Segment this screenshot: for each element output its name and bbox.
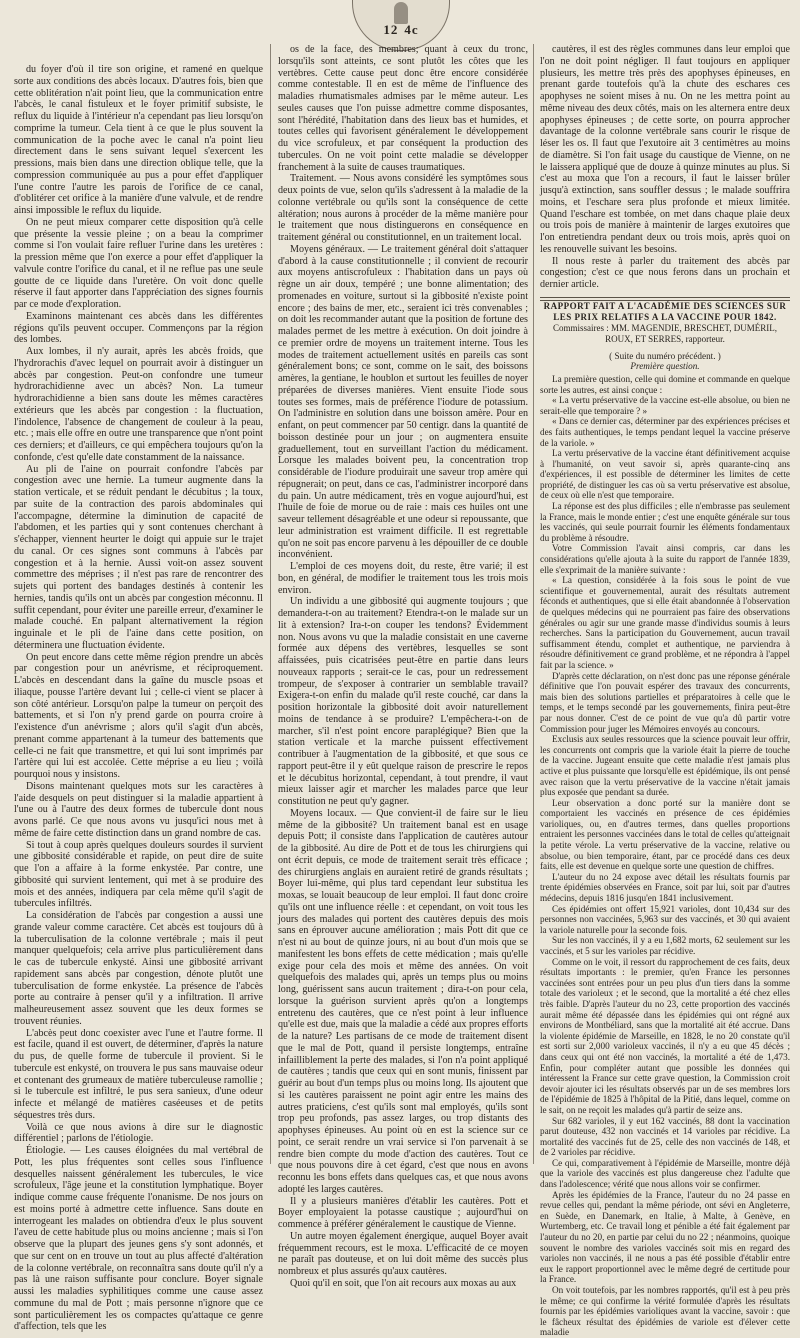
- paragraph: Exclusis aux seules ressources que la science pouvait leur offrir, les concurrents ont compris que la variole était la pierre de touche de la vaccine. Jugeant ensuite que cette maladie n'est jamais plus active et plus puissante que lorsqu'elle est épidémique, ils ont pensé avec raison que la vertu préservative de la vaccine n'était jamais plus exposée que pendant sa durée.: [540, 734, 790, 798]
- paragraph: Disons maintenant quelques mots sur les caractères à l'aide desquels on peut distinguer si la maladie appartient à l'une ou à l'autre des deux formes de tubercule dont nous avons parlé. Ce que nous avons vu jusqu'ici nous met à même de faire cette distinction dans un grand nombre de cas.: [14, 780, 263, 839]
- paragraph: Moyens locaux. — Que convient-il de faire sur le lieu même de la gibbosité? Un traitement banal est en usage depuis Pott; il consiste dans l'application de cautères autour de la gibbosité. Au dire de Pott et de tous les chirurgiens qui ont écrit depuis, ce mode de traitement serait très efficace ; des chirurgiens anglais en auraient retiré de grands résultats ; Boyer lui-même, qui plus tard cependant leur substitua les moxas, se louait beaucoup de leur emploi. Il faut donc croire qu'ils ont une influence réelle : et cependant, on voit tous les jours des malades qui portent des cautères depuis des mois sans en éprouver aucune amélioration ; mais Pott dit que ce n'est ni au bout de quinze jours, ni au bout d'un mois que se manifestent les bons effets de cette médication ; mais qu'elle exige pour cela des mois et même des années. On voit quelquefois des malades qui, après un temps plus ou moins long, guérissent sans aucun traitement ; dira-t-on pour cela, lorsque la guérison survient après qu'on a longtemps entretenu des cautères, que ce n'est point à leur influence qu'elle est due, mais que la maladie a cédé aux propres efforts de la nature? Les partisans de ce mode de traitement disent que le mal de Pott, quand il persiste longtemps, entraîne infailliblement la perte des malades, si l'on n'a point appliqué de cautères ; tandis que ceux qui en sont munis, finissent par guérir au bout d'un temps plus ou moins long. Ils ajoutent que si les cautères paraissent ne point agir entre les mains des autres praticiens, c'est qu'ils sont mal employés, qu'ils sont trop peu profonds, pas assez larges, ou trop distants des apophyses épineuses. Au point où en est la science sur ce point, ce serait rendre un vrai service si l'on parvenait à se rendre bien compte du mode d'action des cautères. Tout ce que nous pouvons dire à cet égard, c'est que nous en avons reconnu les bons effets dans quelques cas, et que nous avons adopté les larges cautères.: [278, 807, 528, 1195]
- paragraph: L'emploi de ces moyens doit, du reste, être varié; il est bon, en général, de modifier le traitement tous les trois mois environ.: [278, 561, 528, 596]
- paragraph: Sur les non vaccinés, il y a eu 1,682 morts, 62 seulement sur les vaccinés, et 5 sur les varioles par récidive.: [540, 935, 790, 956]
- column-2: [278, 44, 528, 1289]
- paragraph: Moyens généraux. — Le traitement général doit s'attaquer d'abord à la cause constitutionnelle ; il convient de recourir aux moyens antiscrofuleux : l'habitation dans un pays où règne un air doux, tempéré ; une bonne alimentation; des promenades en voiture, surtout si la gibbosité n'existe point encore ; des bains de mer, etc., seraient ici très convenables ; on doit les recommander autant que la position de fortune des malades permet de les mettre à exécution. On doit joindre à ce premier ordre de moyens un traitement interne. Tous les modes de traitement actuellement usités en pareils cas sont généralement bons; ce sont, comme on le sait, des boissons amères, la gentiane, le houblon et surtout les feuilles de noyer préparées de diverses manières. Vient ensuite l'iode sous toutes ses formes, mais de préférence l'iodure de potassium. On l'administre en solution dans une boisson amère. Pour en enfant, on peut commencer par 50 centigr. dans la quantité de boisson destinée pour un jour ; on augmentera ensuite graduellement, tout en surveillant l'action du médicament. Lorsque les malades boivent peu, la concentration trop considérable de l'iodure produirait une saveur trop amère qui répugnerait; on peut, dans ce cas, l'administrer incorporé dans du pain. Un autre médicament, très en vogue aujourd'hui, est l'huile de foie de morue ou de raie : mais ces huiles ont une saveur tellement désagréable et une odeur si repoussante, que leur administration est vraiment difficile. Il est regrettable qu'on ne soit pas encore parvenu à les dépouiller de ce double inconvénient.: [278, 243, 528, 561]
- stamp-number: 12: [383, 22, 399, 37]
- paragraph: Un individu a une gibbosité qui augmente toujours ; que demandera-t-on au traitement? Etendra-t-on le malade sur un lit à extension? Ira-t-on couper les tendons? Évidemment non. Nous avons vu que la maladie consistait en une caverne formée aux dépens des vertèbres, lesquelles se sont affaissées, puis cicatrisées peut-être en partie dans leurs nouveaux rapports ; serait-ce le cas, pour un redressement trompeur, de s'exposer à contrarier un semblable travail? Exigera-t-on enfin du malade qu'il reste couché, car dans la position horizontale la gibbosité doit avoir naturellement moins de tendance à se produire? L'empêchera-t-on de marcher, s'il n'est point encore paraplégique? Bien que la station verticale et la marche puissent effectivement contribuer à l'augmentation de la gibbosité, et que sous ce rapport peut-être il y eût quelque raison de prescrire le repos et le décubitus horizontal, cependant, à tout prendre, il vaut mieux laisser agir et marcher les malades parce que leur constitution ne peut qu'y gagner.: [278, 596, 528, 807]
- report-body: [540, 374, 790, 1338]
- stamp-value: [353, 22, 449, 38]
- paragraph: Aux lombes, il n'y aurait, après les abcès froids, que l'hydrorachis d'avec lequel on pourrait avoir à distinguer un abcès par congestion. Peut-on confondre une tumeur hydrorachidienne avec un abcès? Non. La tumeur hydrorachidienne a bien sans doute les mêmes caractères extérieurs que les abcès par congestion : la fluctuation, l'indolence, l'absence de changement de couleur à la peau, etc. ; mais elle offre en outre une transparence que n'ont point ces derniers; et d'ailleurs, ce qui empêchera toujours qu'on la confonde, c'est qu'elle date constamment de la naissance.: [14, 346, 263, 463]
- stamp-figure-icon: [394, 2, 408, 24]
- paragraph: Votre Commission l'avait ainsi compris, car dans les considérations qu'elle ajouta à la suite du rapport de l'année 1839, elle s'exprimait de la manière suivante :: [540, 543, 790, 575]
- column-3-intro: [540, 44, 790, 291]
- paragraph: On voit toutefois, par les nombres rapportés, qu'il est à peu près le même; ce qui confirme la vérité formulée d'après les résultats fournis par les épidémies varioliques avant la vaccine, savoir : que le fâcheux résultat des épidémies de variole est d'élever cette maladie: [540, 1285, 790, 1338]
- paragraph: Ces épidémies ont offert 15,921 varioles, dont 10,434 sur des personnes non vaccinées, 5,963 sur des vaccinés, et 30 qui avaient la variole naturelle pour la seconde fois.: [540, 903, 790, 935]
- question-title: Première question.: [630, 361, 700, 372]
- paragraph: Après les épidémies de la France, l'auteur du no 24 passe en revue celles qui, pendant la même période, ont sévi en Angleterre, en Suède, en Danemark, en Italie, à Malte, à Genève, en Wurtemberg, etc. Ce travail long et pénible a été fait également par l'auteur du no 20, en partie par celui du no 22 ; néanmoins, quoique souvent le nombre des varioles vaccinés soit mis en regard des varioles non vaccinés, il ne nous a pas été possible d'établir entre eux le rapport proportionnel avec le même degré de certitude pour la France.: [540, 1189, 790, 1285]
- paragraph: Il y a plusieurs manières d'établir les cautères. Pott et Boyer employaient la potasse caustique ; aujourd'hui on commence à préférer généralement le caustique de Vienne.: [278, 1195, 528, 1230]
- paragraph: Un autre moyen également énergique, auquel Boyer avait fréquemment recours, est le moxa. L'efficacité de ce moyen ne paraît pas douteuse, et on lui doit même des succès plus nombreux et plus assurés qu'aux cautères.: [278, 1230, 528, 1277]
- paragraph: On peut encore dans cette même région prendre un abcès par congestion pour un anévrisme, et réciproquement. L'abcès en descendant dans la gaîne du muscle psoas et iliaque, pousse l'artère devant lui ; celle-ci vient se placer à son côté antérieur. Lorsqu'on palpe la tumeur on perçoit des battements, et si l'on n'y prend garde on pourra croire à l'existence d'un anévrisme ; alors qu'il s'agit d'un abcès, prenant comme appartenant à la tumeur des battements que celle-ci ne fait que transmettre, et qui lui sont imprimés par l'artère qui lui est accolée. Cette méprise a eu lieu ; voilà pourquoi nous y insistons.: [14, 651, 263, 780]
- paragraph: L'abcès peut donc coexister avec l'une et l'autre forme. Il est facile, quand il est ouvert, de déterminer, d'après la nature du pus, de quelle forme de tubercule il provient. Si le tubercule est enkysté, on trouvera le pus sans mauvaise odeur et contenant des grumeaux de matière tuberculeuse ramollie ; si le tubercule est infiltré, le pus sera sanieux, d'une odeur infecte et mélangé de matières caséeuses et de petits séquestres très durs.: [14, 1027, 263, 1121]
- paragraph: La vertu préservative de la vaccine étant définitivement acquise à l'humanité, on veut savoir si, après quarante-cinq ans d'expériences, il est possible de déterminer les limites de cette propriété, de distinguer les cas où sa vertu préservative est absolue, de ceux où elle n'est que temporaire.: [540, 448, 790, 501]
- paragraph: La première question, celle qui domine et commande en quelque sorte les autres, est ainsi conçue :: [540, 373, 790, 395]
- paragraph: L'auteur du no 24 expose avec détail les résultats fournis par trente épidémies observées en France, soit par lui, soit par d'autres médecins, depuis 1816 jusqu'en 1841 inclusivement.: [540, 871, 790, 904]
- report-commissaires: Commissaires : MM. MAGENDIE, BRESCHET, DUMÉRIL, ROUX, ET SERRES, rapporteur.: [552, 322, 778, 344]
- paragraph: Traitement. — Nous avons considéré les symptômes sous deux points de vue, selon qu'ils s'adressent à la maladie de la colonne vertébrale ou qu'ils sont la conséquence de cette altération; nous aurons à procéder de la même manière pour le traitement que nous distinguerons en conséquence en traitement général ou constitutionnel, en un traitement local.: [278, 173, 528, 243]
- paragraph: Ce qui, comparativement à l'épidémie de Marseille, montre déjà que la variole des vaccinés est plus dangereuse chez l'adulte que dans l'adolescence; vérité que nous allons voir se confirmer.: [540, 1157, 790, 1190]
- column-rule: [533, 44, 534, 1164]
- paragraph: La réponse est des plus difficiles ; elle n'embrasse pas seulement la France, mais le monde entier ; c'est une enquête générale sur tous les vaccinés, qui seule pourrait fournir les éléments fondamentaux du problème à résoudre.: [540, 501, 790, 543]
- paragraph: Voilà ce que nous avions à dire sur le diagnostic différentiel ; parlons de l'étiologie.: [14, 1121, 263, 1145]
- paragraph: Quoi qu'il en soit, que l'on ait recours aux moxas au aux: [290, 1277, 517, 1289]
- paragraph: Au pli de l'aine on pourrait confondre l'abcès par congestion avec une hernie. La tumeur augmente dans la station verticale, et se réduit pendant le décubitus ; la toux, par suite de la contraction des parois abdominales qui l'accompagne, détermine la diminution de capacité de l'abdomen, et les parties qui y sont contenues cherchant à s'échapper, viennent heurter le doigt qui appuie sur le trajet du canal. Or ces signes sont communs à l'abcès par congestion et à la hernie. Aussi voit-on assez souvent commettre des méprises ; il n'est pas rare de rencontrer des sujets qui portent des bandages destinés à contenir les hernies, tandis qu'ils ont un abcès par congestion méconnu. Il suffit cependant, pour éviter une pareille erreur, d'examiner le malade couché. En palpant alternativement la région inguinale et le pli de l'aine dans cette position, on déterminera une fluctuation évidente.: [14, 463, 263, 651]
- paragraph: Examinons maintenant ces abcès dans les différentes régions qu'ils peuvent occuper. Commençons par la région des lombes.: [14, 310, 263, 346]
- paragraph: D'après cette déclaration, on n'est donc pas une réponse générale définitive que l'on pouvait espérer des travaux des concurrents, mais bien des solutions partielles et préparatoires à celle que le temps, et le temps secondé par les gouvernements, finira peut-être par nous donner. C'est de ce point de vue qu'a dû partir votre Commission pour juger les Mémoires envoyés au concours.: [540, 670, 790, 734]
- paragraph: Sur 682 varioles, il y eut 162 vaccinés, 88 dont la vaccination parut douteuse, 432 non vaccinés et 14 varioles par récidive. La mortalité des vaccinés fut de 25, celle des non vaccinés de 148, et de 2 varioles par récidive.: [540, 1115, 790, 1158]
- column-rule: [270, 44, 271, 1164]
- paragraph: « La vertu préservative de la vaccine est-elle absolue, ou bien ne serait-elle que temporaire ? »: [540, 395, 790, 416]
- paragraph: Étiologie. — Les causes éloignées du mal vertébral de Pott, les plus fréquentes sont celles sous l'influence desquelles naissent généralement les tubercules, le vice scrofuleux, l'âge jeune et la constitution lymphatique. Boyer indique comme cause fréquente l'onanisme. De nos jours on est moins porté à admettre cette influence. Sans doute en interrogeant les malades on obtiendra d'eux le plus souvent l'aveu de cette habitude plus ou moins ancienne ; mais si l'on observe que la plupart des jeunes gens s'y sont adonnés, et que sur cent on en trouve un tout au plus affecté d'altération de la colonne vertébrale, on reconnaîtra sans doute qu'il n'y a pas là une raison suffisante pour conclure. Boyer signale aussi les maladies syphilitiques comme une cause assez commune du mal de Pott ; mais personne n'ignore que ce sont particulièrement les os compactes qu'attaque ce genre d'affection, tels que les: [14, 1145, 263, 1333]
- stamp-price: 4c: [404, 22, 419, 37]
- report-title: RAPPORT FAIT A L'ACADÉMIE DES SCIENCES SUR LES PRIX RELATIFS A LA VACCINE POUR 1842.: [543, 300, 787, 322]
- paragraph: Il nous reste à parler du traitement des abcès par congestion; c'est ce que nous ferons dans un prochain et dernier article.: [540, 255, 790, 290]
- report-suite: ( Suite du numéro précédent. ): [609, 350, 721, 361]
- paragraph: La considération de l'abcès par congestion a aussi une grande valeur comme caractère. Cet abcès est toujours dû à la tuberculisation de la colonne vertébrale ; mais il peut manquer quelquefois; cela arrive plus particulièrement dans le cas de tubercule enkysté. Ainsi une gibbosité arrivant rapidement sans abcès par congestion, dénote plutôt une tuberculisation de forme enkystée. La présence de l'abcès porte au contraire à penser qu'il y a infiltration. Il arrive malheureusement assez souvent que les deux formes se trouvent réunies.: [14, 910, 263, 1027]
- column-1: [14, 64, 263, 1333]
- paragraph: « Dans ce dernier cas, déterminer par des expériences précises et des faits authentiques, le temps pendant lequel la vaccine préserve de la variole. »: [540, 416, 790, 448]
- column-3: [540, 44, 790, 1338]
- paragraph: « La question, considérée à la fois sous le point de vue scientifique et gouvernemental, aurait des résultats autrement féconds et authentiques, que si elle était abandonnée à l'observation de quelques médecins qui ne pourraient pas faire des observations générales ou agir sur une grande masse d'individus soumis à leurs recherches. Sans la participation du Gouvernement, aucun travail suffisamment étendu, complet et authentique, ne parviendra à résoudre définitivement ce grand problème, et ne répondra à l'appel fait par la science. »: [540, 575, 790, 670]
- paragraph: On ne peut mieux comparer cette disposition qu'à celle que présente la vessie pleine ; on a beau la comprimer comme si l'on voulait faire refluer l'urine dans les uretères : la pression même que l'on exerce a pour effet d'appliquer la valvule contre l'orifice du canal, et il ne reflue pas une seule goutte de ce liquide dans l'uretère. On voit donc quelle réserve il faut apporter dans l'appréciation des signes fournis par ce mode d'exploration.: [14, 216, 263, 310]
- paragraph: Leur observation a donc porté sur la manière dont se comportaient les vaccinés en présence de ces épidémies varioliques, ou, en d'autres termes, dans quelles proportions entraient les personnes vaccinées dans le total de celles qu'atteignait la petite vérole. La vertu préservative de la vaccine, relative ou absolue, ou bien temporaire, étant, par ce procédé dans ces deux faits, elle est devenue en quelque sorte une question de chiffres.: [540, 797, 790, 872]
- paragraph: Comme on le voit, il ressort du rapprochement de ces faits, deux résultats importants : le premier, qu'en France les personnes vaccinées sont entrées pour un peu plus d'un tiers dans la somme totale des varioleux ; et le second, que la mortalité a été chez elles très faible. D'après l'auteur du no 23, cette proportion des vaccinés aurait même été dépassée dans les épidémies qui ont régné aux environs de Montbéliard, sans que la mortalité ait été accrue. Dans la violente épidémie de Marseille, en 1828, le no 20 constate qu'il est sorti sur 2,000 varioleux vaccinés, il n'y a eu que 45 décès ; dans ceux qui ont été non vaccinés, la mortalité a été de 1,473. Enfin, pour compléter autant que possible les données qui intéressent la France sur cette grave question, la Commission croit devoir ajouter ici les résultats observés par un de ses membres lors de l'épidémie de 1825 à l'hôpital de la Pitié, dans lequel, comme on le sait, on ne reçoit les malades qu'à partir de seize ans.: [540, 956, 790, 1115]
- paragraph: cautères, il est des règles communes dans leur emploi que l'on ne doit point négliger. Il faut toujours en appliquer plusieurs, les mettre très près des apophyses épineuses, en prenant garde toutefois qu'à la chute des eschares ces apophyses ne soient mises à nu. On ne les mettra point au même niveau des deux côtés, mais on les alternera entre deux apophyses épineuses ; de cette sorte, on pourra approcher davantage de la colonne vertébrale sans courir le risque de léser les os. Il faut que l'exutoire ait 3 centimètres au moins de diamètre. Si l'on fait usage du caustique de Vienne, on ne le laissera appliqué que de douze à quinze minutes au plus. Si c'est au moxa que l'on a recours, il faut le laisser brûler jusqu'à extinction, sans souffler dessus ; le malade souffrira moins, et l'eschare sera plus profonde et mieux limitée. Quand l'eschare est tombée, on met dans chaque plaie deux ou trois pois de manière à maintenir de larges exutoires que l'on entretiendra pendant deux ou trois mois, après quoi on les renouvelle suivant les besoins.: [540, 44, 790, 255]
- paragraph: os de la face, des membres; quant à ceux du tronc, lorsqu'ils sont atteints, ce sont plutôt les côtes que les vertèbres. Cette cause peut donc être encore considérée comme contestable. Il en est de même de l'influence des maladies rhumatismales admises par le même auteur. Les seules causes que l'on puisse admettre comme disposantes, sont l'hérédité, l'habitation dans des lieux bas et humides, et toutes celles qui favorisent généralement le développement du vice scrofuleux, et par conséquent la production des tubercules. On ne voit point cette maladie se développer franchement à la suite de causes traumatiques.: [278, 44, 528, 173]
- paragraph: Si tout à coup après quelques douleurs sourdes il survient une gibbosité considérable et rapide, on peut dire de suite que l'on a affaire à la forme enkystée. Par contre, une gibbosité qui survient lentement, qui met à se produire des mois et des années, indiquera par cela même qu'il s'agit de tubercules infiltrés.: [14, 839, 263, 910]
- paragraph: du foyer d'où il tire son origine, et ramené en quelque sorte aux conditions des abcès locaux. D'autres fois, bien que cette oblitération n'ait point lieu, que la communication entre l'abcès, le canal fistuleux et le foyer primitif subsiste, le reflux du liquide à l'intérieur n'a cependant pas lieu lorsqu'on comprime la tumeur. Cela tient à ce que le plus souvent la communication de la poche avec le canal n'a point lieu directement dans le sens suivant lequel s'exercent les pressions, mais bien dans une direction oblique telle, que la compression communiquée au pus a pour effet d'appliquer l'une contre l'autre les parois de l'orifice de ce canal, d'oblitérer cet orifice à la manière d'une valvule, et de rendre ainsi impossible le reflux du liquide.: [14, 64, 263, 216]
